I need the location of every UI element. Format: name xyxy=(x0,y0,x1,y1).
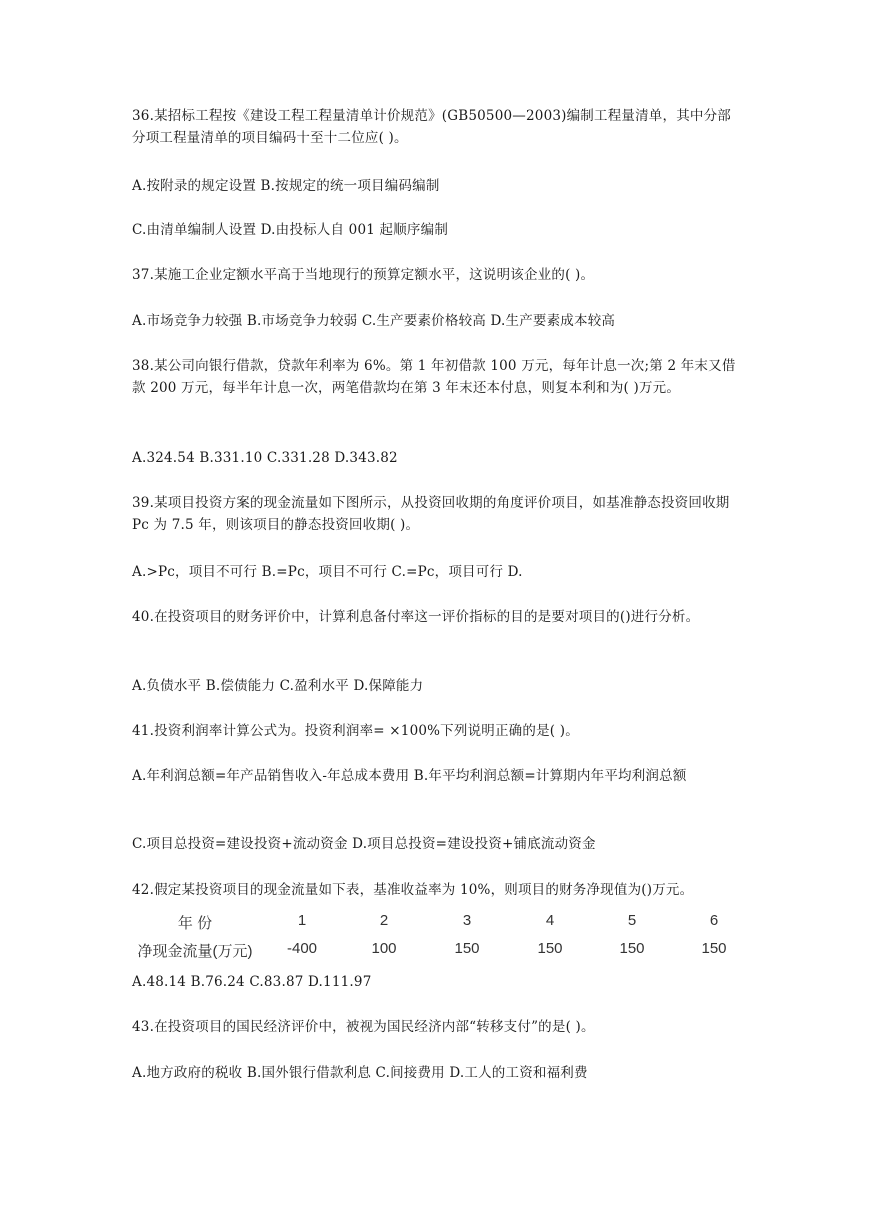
table-cell-cash-flow: 100 xyxy=(371,940,397,957)
q38-stem: 38.某公司向银行借款，贷款年利率为 6%。第 1 年初借款 100 万元，每年计息一次;第 2 年末又借款 200 万元，每半年计息一次，两笔借款均在第 3 年末还本付息，则复本利和为( )万元。 xyxy=(132,358,736,396)
q38-options: A.324.54 B.331.10 C.331.28 D.343.82 xyxy=(132,450,398,466)
table-cell-cash-flow: 150 xyxy=(537,940,563,957)
q37-options: A.市场竞争力较强 B.市场竞争力较弱 C.生产要素价格较高 D.生产要素成本较高 xyxy=(132,313,616,329)
q40-options: A.负债水平 B.偿债能力 C.盈利水平 D.保障能力 xyxy=(132,678,424,694)
table-header-year: 年 份 xyxy=(177,915,213,932)
table-cell-year: 6 xyxy=(709,912,719,929)
q41-stem: 41.投资利润率计算公式为。投资利润率= ×100%下列说明正确的是( )。 xyxy=(132,723,579,739)
q40-stem: 40.在投资项目的财务评价中，计算利息备付率这一评价指标的目的是要对项目的()进行分析。 xyxy=(132,609,700,625)
q36-options-cd: C.由清单编制人设置 D.由投标人自 001 起顺序编制 xyxy=(132,222,449,238)
table-cell-cash-flow: 150 xyxy=(701,940,727,957)
q36-stem: 36.某招标工程按《建设工程工程量清单计价规范》(GB50500—2003)编制工程量清单，其中分部分项工程量清单的项目编码十至十二位应( )。 xyxy=(132,108,732,146)
q37-stem: 37.某施工企业定额水平高于当地现行的预算定额水平，这说明该企业的( )。 xyxy=(132,267,595,283)
cash-flow-table xyxy=(134,910,742,966)
table-header-cash-flow: 净现金流量(万元) xyxy=(137,943,253,960)
q36-options-ab: A.按附录的规定设置 B.按规定的统一项目编码编制 xyxy=(132,178,440,194)
table-cell-year: 2 xyxy=(379,912,389,929)
q39-stem: 39.某项目投资方案的现金流量如下图所示，从投资回收期的角度评价项目，如基准静态投资回收期 Pc 为 7.5 年，则该项目的静态投资回收期( )。 xyxy=(132,495,730,533)
q42-options: A.48.14 B.76.24 C.83.87 D.111.97 xyxy=(132,974,372,990)
table-cell-cash-flow: -400 xyxy=(286,940,318,957)
q41-options-cd: C.项目总投资=建设投资+流动资金 D.项目总投资=建设投资+铺底流动资金 xyxy=(132,836,596,852)
q42-stem: 42.假定某投资项目的现金流量如下表，基准收益率为 10%，则项目的财务净现值为()万元。 xyxy=(132,882,694,898)
table-cell-year: 5 xyxy=(627,912,637,929)
table-row-cash-flow xyxy=(134,940,742,966)
table-cell-cash-flow: 150 xyxy=(619,940,645,957)
q39-options: A.>Pc，项目不可行 B.=Pc，项目不可行 C.=Pc，项目可行 D. xyxy=(132,564,523,580)
table-cell-cash-flow: 150 xyxy=(454,940,480,957)
q41-options-ab: A.年利润总额=年产品销售收入-年总成本费用 B.年平均利润总额=计算期内年平均利润总额 xyxy=(132,768,687,784)
table-cell-year: 3 xyxy=(462,912,472,929)
table-row-years xyxy=(134,912,742,938)
table-cell-year: 4 xyxy=(545,912,555,929)
q43-stem: 43.在投资项目的国民经济评价中，被视为国民经济内部“转移支付”的是( )。 xyxy=(132,1019,595,1035)
q43-options: A.地方政府的税收 B.国外银行借款利息 C.间接费用 D.工人的工资和福利费 xyxy=(132,1065,588,1081)
table-cell-year: 1 xyxy=(297,912,307,929)
